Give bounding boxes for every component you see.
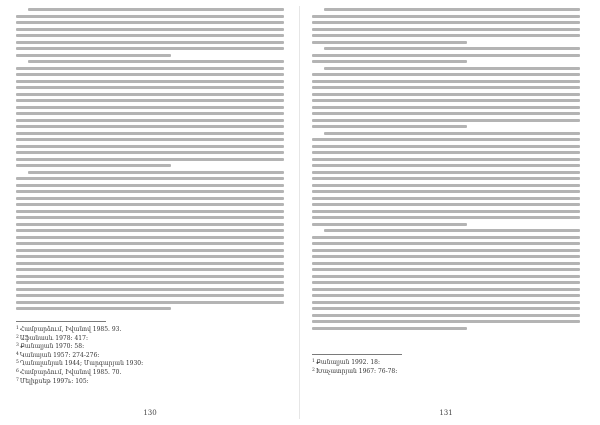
footnote: $^2$Աֆանասև 1978: 417: — [16, 334, 88, 342]
text-line — [16, 242, 284, 245]
text-line — [312, 184, 580, 187]
text-line — [312, 34, 580, 37]
text-line — [312, 28, 580, 31]
text-line — [312, 294, 580, 297]
page-number: 130 — [143, 409, 157, 417]
text-line — [312, 171, 580, 174]
text-line — [16, 28, 284, 31]
text-line — [312, 327, 467, 330]
right-page — [312, 8, 580, 417]
text-line — [16, 93, 284, 96]
text-line — [312, 288, 580, 291]
text-line — [16, 73, 284, 76]
text-line — [312, 314, 580, 317]
text-line — [312, 177, 580, 180]
text-line — [16, 151, 284, 154]
text-line — [324, 67, 580, 70]
left-page-footnotes — [16, 325, 284, 385]
text-line — [324, 229, 580, 232]
text-line — [312, 151, 580, 154]
text-line — [16, 268, 284, 271]
text-line — [16, 190, 284, 193]
text-line — [312, 203, 580, 206]
text-line — [16, 255, 284, 258]
text-line — [16, 67, 284, 70]
text-line — [16, 99, 284, 102]
text-line — [312, 197, 580, 200]
footnote: $^7$Մելիքսեթ 1997ь: 105: — [16, 377, 89, 385]
gutter — [299, 6, 300, 419]
footnote: $^6$Համբարձում, Իվանով 1985. 70. — [16, 368, 122, 376]
text-line — [16, 158, 284, 161]
footnote-separator — [312, 354, 402, 355]
text-line — [16, 125, 284, 128]
text-line — [312, 119, 580, 122]
text-line — [312, 307, 580, 310]
text-line — [312, 41, 467, 44]
right-page-body-text — [312, 8, 580, 333]
text-line — [16, 177, 284, 180]
text-line — [312, 125, 467, 128]
text-line — [16, 223, 284, 226]
text-line — [312, 210, 580, 213]
text-line — [312, 73, 580, 76]
text-line — [312, 164, 580, 167]
text-line — [312, 60, 467, 63]
footnote: $^1$Քանալյան 1992. 18: — [312, 359, 380, 366]
text-line — [312, 236, 580, 239]
left-page — [16, 8, 284, 417]
text-line — [312, 301, 580, 304]
text-line — [312, 54, 580, 57]
text-line — [28, 8, 284, 11]
footnote: $^3$Քանալյան 1970: 58: — [16, 343, 85, 351]
text-line — [312, 320, 580, 323]
text-line — [16, 216, 284, 219]
page-number: 131 — [439, 409, 453, 417]
footnote-separator — [16, 321, 106, 322]
text-line — [312, 190, 580, 193]
text-line — [28, 171, 284, 174]
text-line — [324, 8, 580, 11]
text-line — [312, 112, 580, 115]
text-line — [16, 249, 284, 252]
text-line — [16, 41, 284, 44]
text-line — [16, 119, 284, 122]
text-line — [16, 138, 284, 141]
text-line — [16, 145, 284, 148]
text-line — [312, 138, 580, 141]
text-line — [312, 145, 580, 148]
text-line — [312, 80, 580, 83]
text-line — [312, 21, 580, 24]
text-line — [312, 216, 580, 219]
text-line — [16, 112, 284, 115]
text-line — [16, 184, 284, 187]
text-line — [16, 288, 284, 291]
text-line — [16, 54, 171, 57]
text-line — [16, 236, 284, 239]
text-line — [16, 15, 284, 18]
text-line — [312, 223, 467, 226]
text-line — [312, 242, 580, 245]
text-line — [16, 275, 284, 278]
text-line — [324, 132, 580, 135]
text-line — [16, 294, 284, 297]
text-line — [16, 307, 171, 310]
text-line — [312, 99, 580, 102]
text-line — [312, 106, 580, 109]
text-line — [16, 80, 284, 83]
text-line — [312, 86, 580, 89]
text-line — [16, 262, 284, 265]
text-line — [16, 34, 284, 37]
text-line — [16, 132, 284, 135]
text-line — [16, 210, 284, 213]
text-line — [324, 47, 580, 50]
text-line — [312, 262, 580, 265]
footnote: $^4$Կանայան 1957: 274-276: — [16, 351, 100, 359]
text-line — [16, 203, 284, 206]
text-line — [16, 197, 284, 200]
text-line — [16, 47, 284, 50]
text-line — [16, 21, 284, 24]
footnote: $^2$Խաչատրյան 1967: 76-78: — [312, 367, 398, 375]
footnote: $^5$Ղանալանյան 1944; Մարգարյան 1930: — [16, 360, 144, 368]
text-line — [16, 281, 284, 284]
text-line — [312, 281, 580, 284]
text-line — [312, 275, 580, 278]
right-page-footnotes — [312, 358, 580, 375]
text-line — [312, 158, 580, 161]
text-line — [312, 268, 580, 271]
text-line — [16, 229, 284, 232]
text-line — [16, 164, 171, 167]
text-line — [312, 15, 580, 18]
footnote: $^1$Համբարձում, Իվանով 1985. 93. — [16, 326, 122, 333]
text-line — [16, 301, 284, 304]
text-line — [28, 60, 284, 63]
text-line — [312, 249, 580, 252]
text-line — [312, 93, 580, 96]
text-line — [312, 255, 580, 258]
text-line — [16, 106, 284, 109]
text-line — [16, 86, 284, 89]
left-page-body-text — [16, 8, 284, 314]
